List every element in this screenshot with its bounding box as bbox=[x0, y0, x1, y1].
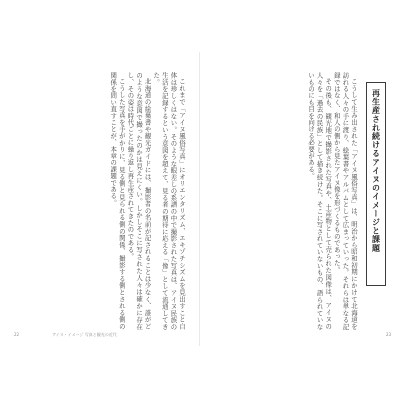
running-head: アイヌ・イメージ 写真と観光の近代 bbox=[52, 332, 117, 337]
left-body-text bbox=[14, 72, 186, 330]
right-page bbox=[204, 52, 400, 346]
gutter-divider bbox=[199, 52, 200, 346]
body-paragraph: こうして生み出された「アイヌ風俗写真」は、明治から昭和初期にかけて北海道を訪れる人々の手に渡り、絵葉書やアルバムとして広まっていった。それらは単なる記録ではなく、和人の側から見たアイヌ像を形づくるものであった。 bbox=[332, 72, 358, 330]
body-paragraph: こうした写真を手がかりに、見る側と見られる側の関係、撮影する側とされる側の関係を問い直すことが、本章の課題である。 bbox=[109, 72, 126, 330]
page-number: 22 bbox=[14, 332, 20, 337]
page-number: 23 bbox=[386, 332, 392, 337]
body-paragraph: その後も、観光地で撮影された写真や、土産物として売られた図像は、アイヌの人々を「過去の民族」として描き続けた。そこに写されていないもの、語られていないものにも目を向ける必要がある。 bbox=[307, 72, 333, 330]
right-body-text bbox=[208, 72, 358, 330]
section-heading-box bbox=[366, 82, 386, 286]
body-paragraph: 北海道の絵葉書や観光ガイドには、撮影者の名前が記されることは少なく、誰がどのような意図で撮ったのかは見えにくい。しかしそこに写された人々は確かに存在し、その姿は時代ごとに繰り返し再生産されてきたのである。 bbox=[126, 72, 152, 330]
section-heading: 再生産され続けるアイヌのイメージと課題 bbox=[371, 89, 381, 253]
body-paragraph: これまで「アイヌ風俗写真」にオリエンタリズム、エキゾチシズムを見出すこと自体は珍しくはない。そのような眼差しの系譜の中で撮影された写真は、アイヌ民族の生活を記録するという意図を超えて、見る者の期待に応える「像」として流通してきた。 bbox=[152, 72, 186, 330]
left-page bbox=[0, 52, 196, 346]
